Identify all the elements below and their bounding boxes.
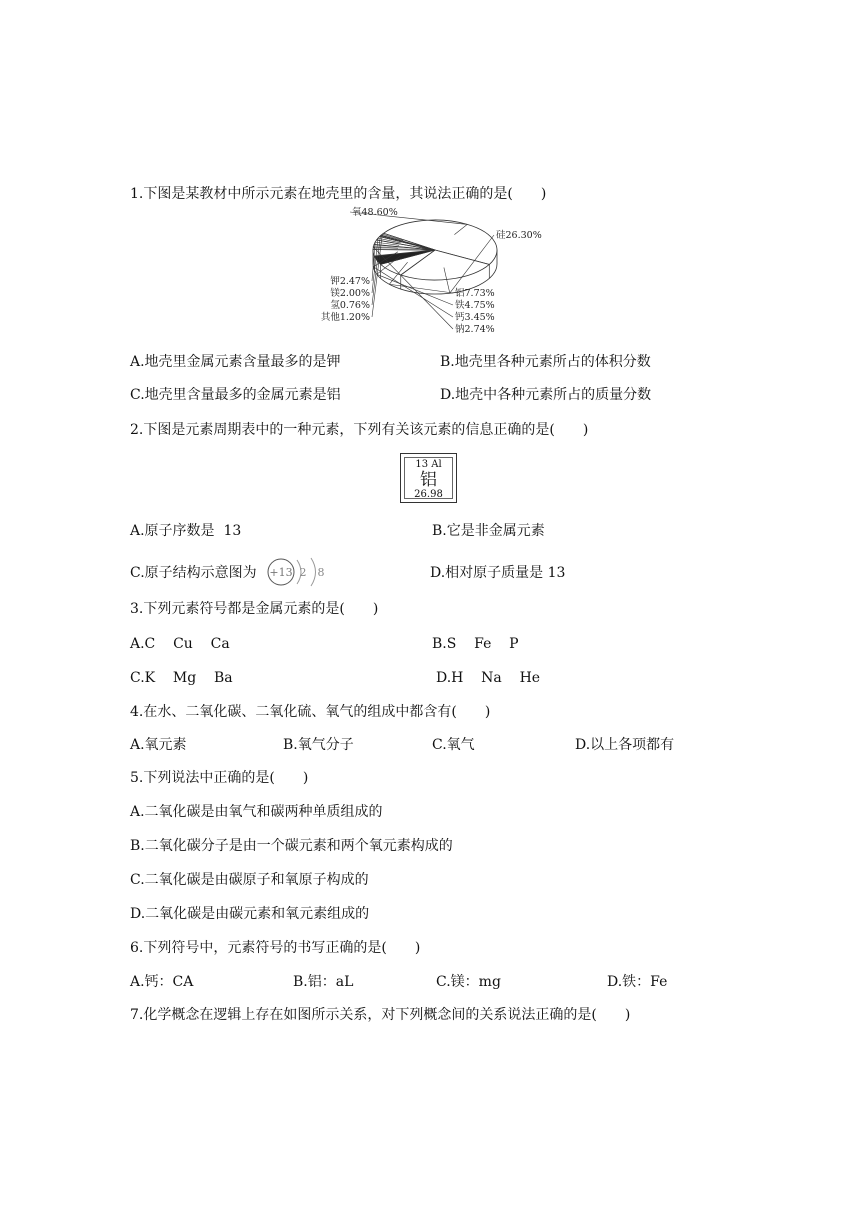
pie-label-钠: 钠2.74%: [455, 324, 495, 335]
question-1-stem: 1.下图是某教材中所示元素在地壳里的含量，其说法正确的是( ): [130, 186, 547, 202]
question-3-stem: 3.下列元素符号都是金属元素的是( ): [130, 601, 379, 617]
atomic-structure-diagram: [265, 555, 335, 589]
question-6-option-d: D.铁：Fe: [607, 974, 668, 990]
question-6-option-c: C.镁：mg: [436, 974, 501, 990]
shell-1-electrons: 2: [299, 566, 307, 579]
question-3-option-d: D.H Na He: [436, 670, 541, 686]
cell-atomic-mass: 26.98: [414, 489, 443, 500]
question-6-option-a: A.钙：CA: [130, 974, 194, 990]
question-4-option-b: B.氧气分子: [283, 737, 354, 753]
nucleus-charge: +13: [269, 566, 293, 579]
question-7-stem: 7.化学概念在逻辑上存在如图所示关系，对下列概念间的关系说法正确的是( ): [130, 1007, 631, 1023]
cell-number-symbol: 13 Al: [415, 459, 442, 470]
question-5-option-d: D.二氧化碳是由碳元素和氧元素组成的: [130, 906, 370, 922]
question-4-stem: 4.在水、二氧化碳、二氧化硫、氧气的组成中都含有( ): [130, 704, 491, 720]
pie-label-钾: 钾2.47%: [330, 276, 370, 287]
question-4-option-c: C.氧气: [432, 737, 475, 753]
question-4-option-a: A.氧元素: [130, 737, 187, 753]
pie-label-铝: 铝7.73%: [455, 288, 495, 299]
question-6-option-b: B.铝：aL: [293, 974, 354, 990]
cell-element-name: 铝: [420, 470, 437, 490]
question-1-option-a: A.地壳里金属元素含量最多的是钾: [130, 354, 341, 370]
question-2-option-c: C.原子结构示意图为: [130, 565, 257, 581]
question-5-option-c: C.二氧化碳是由碳原子和氧原子构成的: [130, 872, 369, 888]
question-1-option-c: C.地壳里含量最多的金属元素是铝: [130, 387, 341, 403]
question-4-option-d: D.以上各项都有: [575, 737, 675, 753]
question-5-option-b: B.二氧化碳分子是由一个碳元素和两个氧元素构成的: [130, 838, 453, 854]
electron-shell-2-arc: [311, 558, 316, 586]
question-3-option-b: B.S Fe P: [432, 636, 519, 652]
pie-label-钙: 钙3.45%: [455, 312, 495, 323]
question-2-option-d: D.相对原子质量是 13: [430, 565, 566, 581]
periodic-table-cell: [400, 453, 457, 503]
question-2-option-b: B.它是非金属元素: [432, 523, 545, 539]
pie-label-氢: 氢0.76%: [330, 300, 370, 311]
question-3-option-a: A.C Cu Ca: [130, 636, 230, 652]
pie-label-其他: 其他1.20%: [320, 312, 370, 323]
shell-2-electrons: 8: [317, 566, 325, 579]
pie-label-硅: 硅26.30%: [496, 230, 542, 241]
question-5-stem: 5.下列说法中正确的是( ): [130, 770, 309, 786]
pie-label-镁: 镁2.00%: [330, 288, 370, 299]
question-5-option-a: A.二氧化碳是由氧气和碳两种单质组成的: [130, 804, 383, 820]
question-1-option-d: D.地壳中各种元素所占的质量分数: [440, 387, 652, 403]
question-2-option-a: A.原子序数是 13: [130, 523, 242, 539]
question-3-option-c: C.K Mg Ba: [130, 670, 233, 686]
pie-label-氧: 氧48.60%: [352, 207, 398, 218]
question-6-stem: 6.下列符号中，元素符号的书写正确的是( ): [130, 940, 421, 956]
question-2-stem: 2.下图是元素周期表中的一种元素，下列有关该元素的信息正确的是( ): [130, 422, 589, 438]
crust-element-pie-chart: [310, 205, 550, 335]
pie-label-铁: 铁4.75%: [455, 300, 495, 311]
question-1-option-b: B.地壳里各种元素所占的体积分数: [440, 354, 651, 370]
